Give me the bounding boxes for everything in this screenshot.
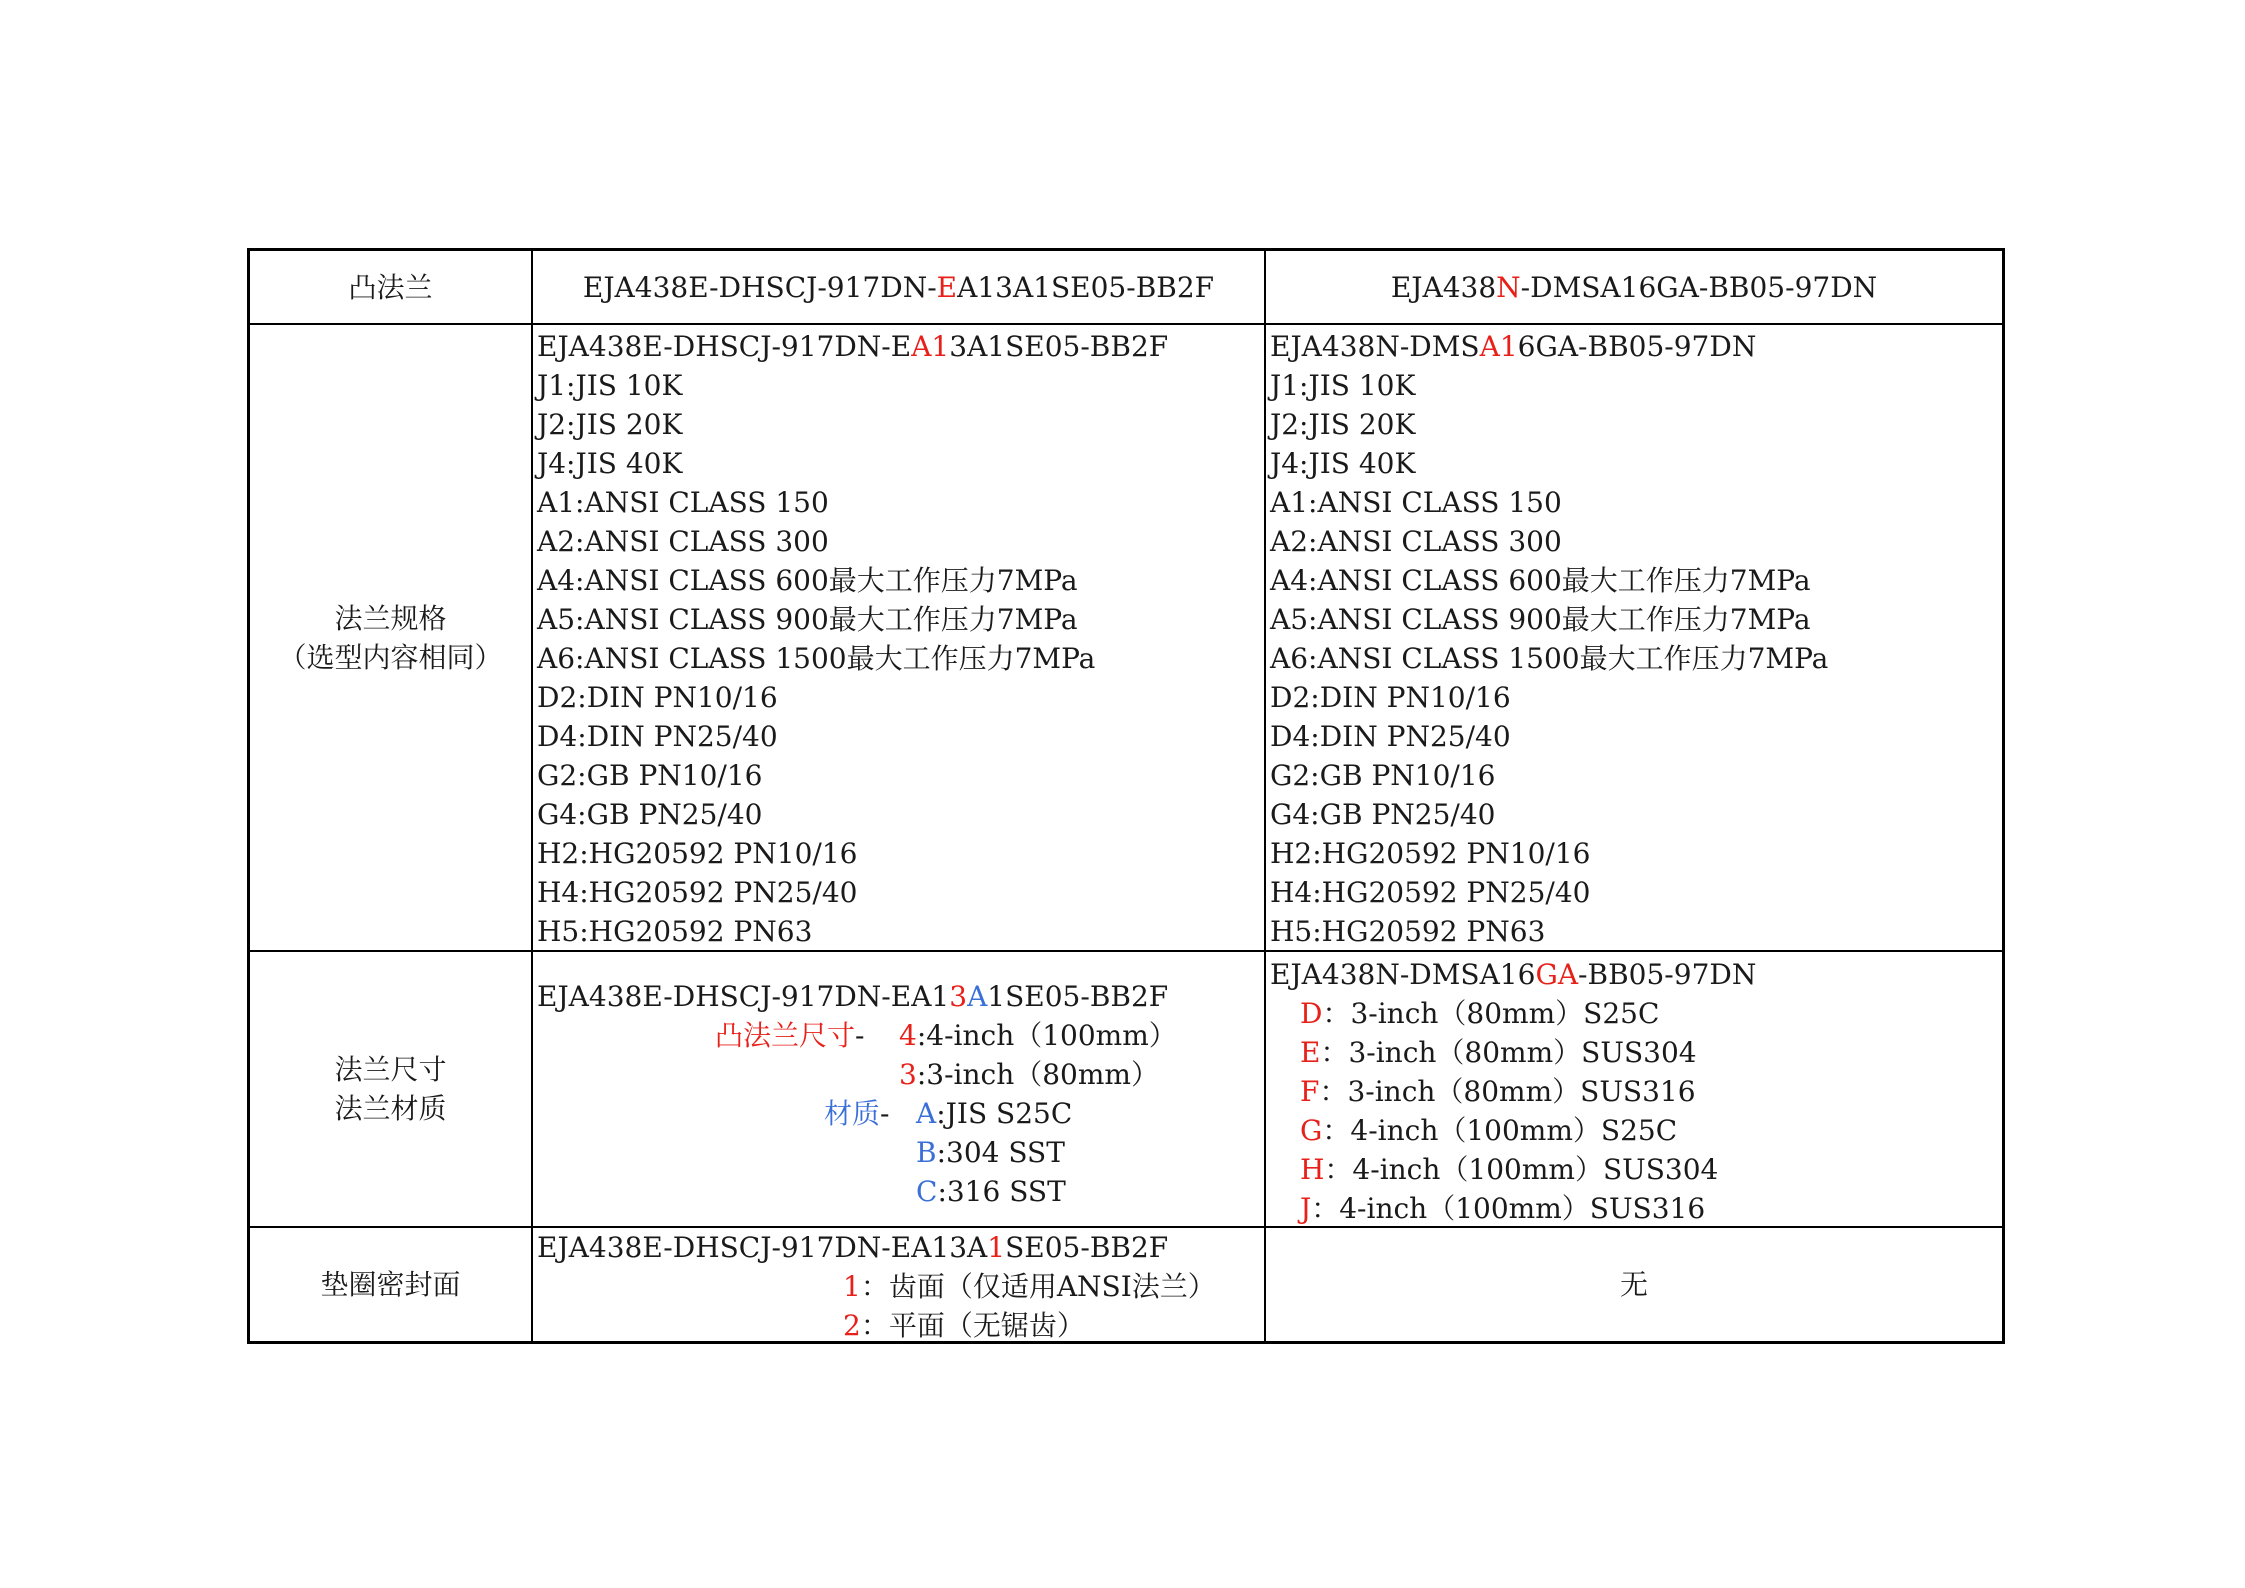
gasket-label-cell: [250, 1228, 531, 1341]
header-label-cell: [250, 251, 531, 323]
spec-item: J2:JIS 20K: [1270, 408, 1416, 441]
n-option-4: H：4-inch（100mm）SUS304: [1300, 1153, 1719, 1186]
header-model-e-cell: [533, 251, 1264, 323]
material-title-line: 材质-: [824, 1097, 899, 1130]
gasket-n-value: 无: [1619, 1268, 1648, 1301]
spec-list-n: [1270, 366, 2002, 951]
spec-item: J1:JIS 10K: [537, 369, 683, 402]
spec-item: H5:HG20592 PN63: [1270, 915, 1546, 948]
size-title-line: 凸法兰尺寸-: [715, 1019, 874, 1052]
spec-item: A6:ANSI CLASS 1500最大工作压力7MPa: [1270, 642, 1829, 675]
size-option-1: 3:3-inch（80mm）: [899, 1058, 1159, 1091]
header-model-n-cell: [1266, 251, 2002, 323]
spec-item: H2:HG20592 PN10/16: [537, 837, 858, 870]
spec-item: G2:GB PN10/16: [1270, 759, 1496, 792]
spec-item: J1:JIS 10K: [1270, 369, 1416, 402]
header-model-e: EJA438E-DHSCJ-917DN-EA13A1SE05-BB2F: [582, 270, 1215, 304]
header-label: 凸法兰: [348, 270, 433, 304]
n-option-0: D：3-inch（80mm）S25C: [1300, 997, 1660, 1030]
spec-model-n: EJA438N-DMSA16GA-BB05-97DN: [1270, 330, 1757, 363]
spec-model-e: EJA438E-DHSCJ-917DN-EA13A1SE05-BB2F: [537, 330, 1169, 363]
spec-item: G4:GB PN25/40: [1270, 798, 1496, 831]
spec-item: A5:ANSI CLASS 900最大工作压力7MPa: [537, 603, 1078, 636]
material-label: 法兰材质: [334, 1092, 447, 1125]
n-option-2: F：3-inch（80mm）SUS316: [1300, 1075, 1696, 1108]
size-n-cell: [1266, 952, 2002, 1226]
material-title: 材质: [824, 1097, 881, 1130]
spec-list-e: [537, 366, 1264, 951]
spec-item: H5:HG20592 PN63: [537, 915, 813, 948]
spec-item: J4:JIS 40K: [1270, 447, 1416, 480]
spec-item: A1:ANSI CLASS 150: [1270, 486, 1562, 519]
spec-item: D4:DIN PN25/40: [1270, 720, 1511, 753]
spec-label-cell: [250, 325, 531, 950]
spec-item: D2:DIN PN10/16: [537, 681, 778, 714]
spec-table: [247, 248, 2005, 1344]
spec-item: D2:DIN PN10/16: [1270, 681, 1511, 714]
spec-sublabel: （选型内容相同）: [278, 640, 503, 674]
size-e-cell: [533, 952, 1264, 1226]
spec-item: J4:JIS 40K: [537, 447, 683, 480]
gasket-model-e: EJA438E-DHSCJ-917DN-EA13A1SE05-BB2F: [537, 1231, 1169, 1264]
n-option-1: E：3-inch（80mm）SUS304: [1300, 1036, 1697, 1069]
size-label-cell: [250, 952, 531, 1226]
size-model-e: EJA438E-DHSCJ-917DN-EA13A1SE05-BB2F: [537, 980, 1169, 1013]
spec-item: J2:JIS 20K: [537, 408, 683, 441]
size-model-n: EJA438N-DMSA16GA-BB05-97DN: [1270, 958, 1757, 991]
spec-item: A1:ANSI CLASS 150: [537, 486, 829, 519]
spec-e-cell: [533, 327, 1264, 950]
spec-item: A5:ANSI CLASS 900最大工作压力7MPa: [1270, 603, 1811, 636]
spec-label: 法兰规格: [334, 601, 447, 635]
n-option-5: J：4-inch（100mm）SUS316: [1300, 1192, 1706, 1225]
material-option-2: C:316 SST: [916, 1175, 1066, 1208]
spec-item: G4:GB PN25/40: [537, 798, 763, 831]
gasket-option-0: 1：齿面（仅适用ANSI法兰）: [843, 1270, 1216, 1303]
size-title: 凸法兰尺寸: [715, 1019, 856, 1052]
gasket-option-1: 2：平面（无锯齿）: [843, 1309, 1085, 1342]
spec-item: H4:HG20592 PN25/40: [1270, 876, 1591, 909]
gasket-label: 垫圈密封面: [320, 1268, 461, 1301]
header-model-n: EJA438N-DMSA16GA-BB05-97DN: [1390, 270, 1878, 304]
spec-item: D4:DIN PN25/40: [537, 720, 778, 753]
spec-item: A4:ANSI CLASS 600最大工作压力7MPa: [537, 564, 1078, 597]
size-option-0: 4:4-inch（100mm）: [899, 1019, 1177, 1052]
gasket-e-cell: [533, 1228, 1264, 1341]
material-option-0: A:JIS S25C: [916, 1097, 1073, 1130]
n-option-3: G：4-inch（100mm）S25C: [1300, 1114, 1678, 1147]
gasket-n-cell: [1266, 1228, 2002, 1341]
material-option-1: B:304 SST: [916, 1136, 1065, 1169]
spec-item: A2:ANSI CLASS 300: [1270, 525, 1562, 558]
size-label: 法兰尺寸: [334, 1053, 447, 1086]
spec-item: A4:ANSI CLASS 600最大工作压力7MPa: [1270, 564, 1811, 597]
spec-item: H4:HG20592 PN25/40: [537, 876, 858, 909]
spec-item: G2:GB PN10/16: [537, 759, 763, 792]
spec-item: A6:ANSI CLASS 1500最大工作压力7MPa: [537, 642, 1096, 675]
spec-item: A2:ANSI CLASS 300: [537, 525, 829, 558]
spec-n-cell: [1266, 327, 2002, 950]
spec-item: H2:HG20592 PN10/16: [1270, 837, 1591, 870]
